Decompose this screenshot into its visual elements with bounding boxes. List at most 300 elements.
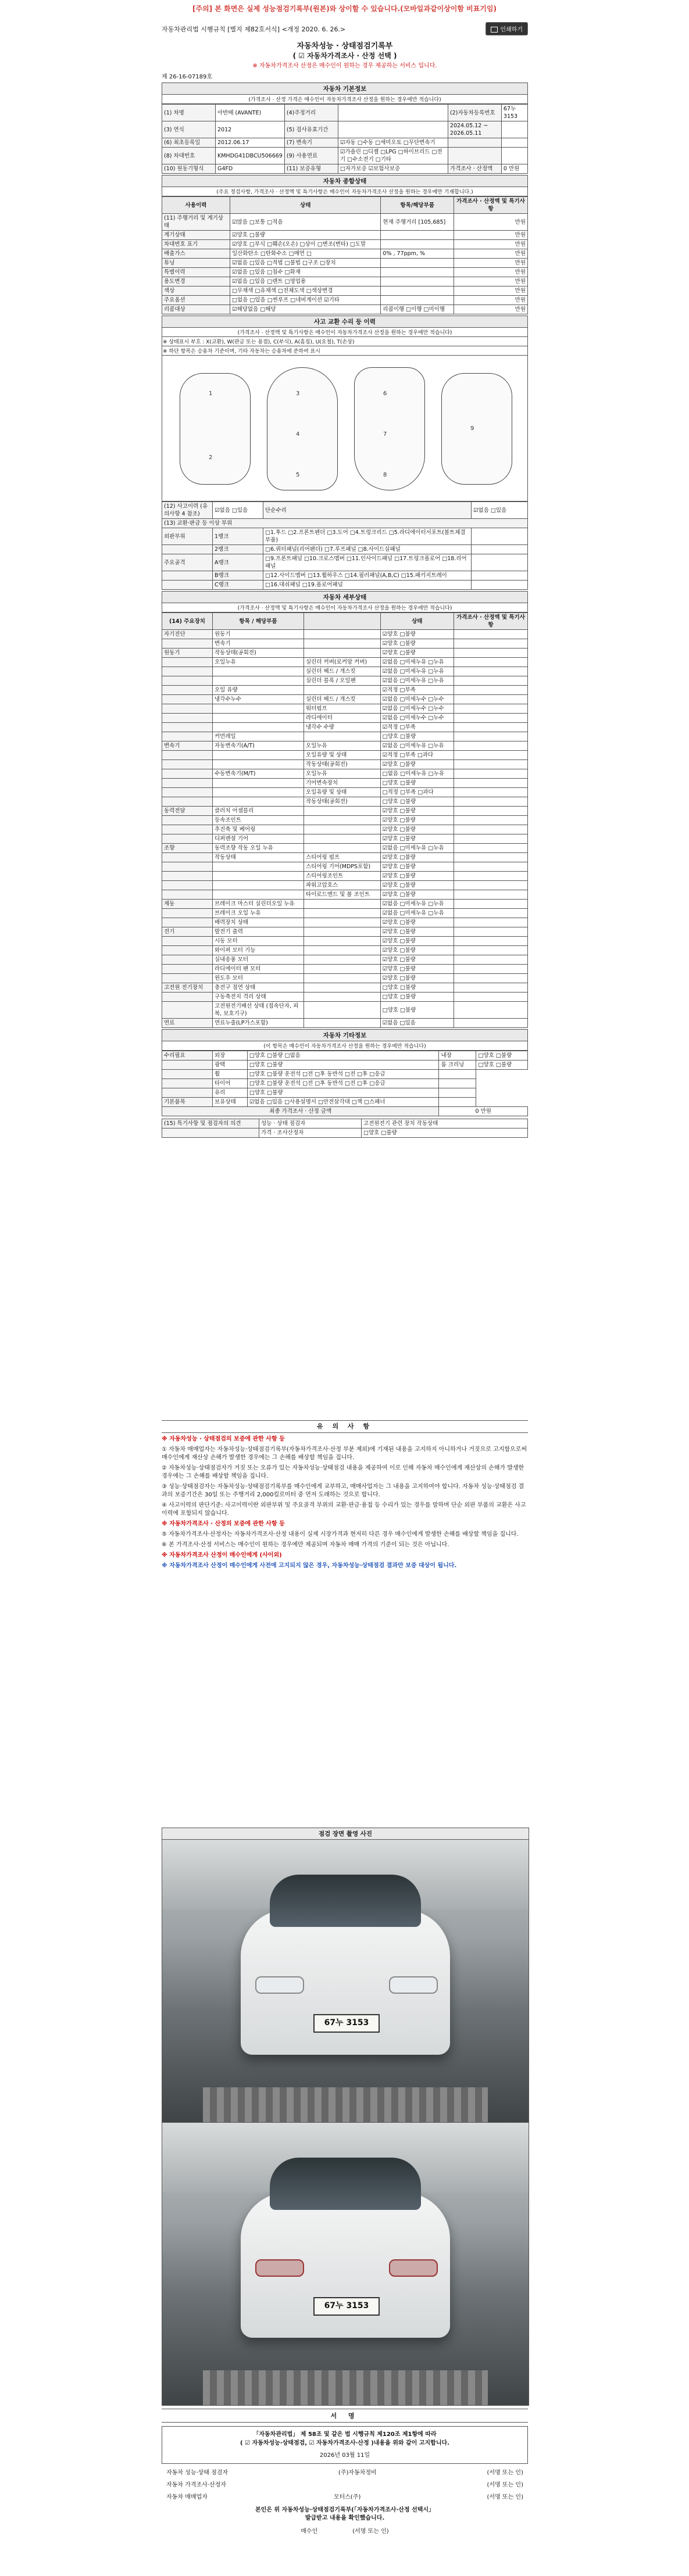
- front-photo: [162, 1840, 529, 2122]
- detail-cell: 냉각수 수량: [304, 723, 381, 732]
- detail-cell: □양호 □불량: [380, 779, 454, 788]
- summary-cell: 리콜이행 □이행 □미이행: [381, 305, 454, 314]
- detail-cell: [162, 723, 213, 732]
- other-cell: □양호 □불량: [247, 1088, 439, 1098]
- signer-sign-field[interactable]: (서명 또는 인): [487, 2482, 523, 2488]
- detail-row: [162, 714, 528, 723]
- detail-cell: 배력장치 상태: [213, 918, 304, 927]
- summary-cell: ☑양호 □불량: [230, 231, 381, 240]
- inspection-photos: [162, 1828, 529, 2406]
- detail-price-cell: [454, 676, 528, 686]
- detail-cell: [162, 853, 213, 862]
- exchange-price-cell: [472, 554, 528, 571]
- notice-heading-3: ※ 자동차가격조사 산정이 매수인에게 (사이외): [162, 1552, 282, 1559]
- summary-cell: 일산화탄소 □탄화수소 □매연 □: [230, 249, 381, 259]
- signer-row: [166, 2492, 523, 2500]
- other-row: [162, 1051, 528, 1061]
- detail-cell: ☑양호 □불량: [380, 918, 454, 927]
- signature-statement: [162, 2426, 528, 2464]
- summary-cell: (11) 주행거리 및 계기상태: [162, 214, 230, 231]
- summary-cell: 계기상태: [162, 231, 230, 240]
- car-right-side-diagram: [441, 373, 512, 485]
- detail-cell: [304, 909, 381, 918]
- detail-cell: 실린더 헤드 / 개스킷: [304, 667, 381, 676]
- detail-row: [162, 853, 528, 862]
- notice-paragraph-4: ④ 사고이력의 판단기준: 사고이력이란 외판부위 및 주요골격 부위의 교환·판금·용접 등 수리가 있는 경우를 말하며 단순 외판 부품의 교환은 사고이력에 포함되지 않습니다.: [162, 1502, 526, 1517]
- other-subheading: (이 항목은 매수인이 자동차가격조사 산정을 원하는 경우에만 적습니다): [162, 1041, 528, 1051]
- detail-cell: 시동 모터: [213, 937, 304, 946]
- detail-cell: ☑양호 □불량: [380, 927, 454, 937]
- detail-cell: 클러치 어셈블리: [213, 807, 304, 816]
- detail-price-cell: [454, 918, 528, 927]
- print-button-label: 인쇄하기: [500, 27, 523, 33]
- detail-cell: [162, 797, 213, 807]
- detail-cell: [162, 825, 213, 834]
- other-row: [162, 1088, 528, 1098]
- detail-cell: 실린더 헤드 / 개스킷: [304, 695, 381, 704]
- detail-cell: 제동: [162, 900, 213, 909]
- notice-paragraph-5: ⑤ 자동차가격조사·산정자는 자동차가격조사·산정 내용이 실제 시장가격과 현저히 다른 경우 매수인에게 발생한 손해를 배상할 책임을 집니다.: [162, 1531, 519, 1538]
- detail-cell: ☑양호 □불량: [380, 639, 454, 649]
- headlamp-left: [255, 1976, 304, 1994]
- notice-paragraph-1: ① 자동차 매매업자는 자동차성능·상태점검기록부(자동차가격조사·산정 부분 제외)에 기재된 내용을 고지하지 아니하거나 거짓으로 고지함으로써 매수인에게 재산상 손해가 발생한 경우에는 그 손해를 배상할 책임을 집니다.: [162, 1446, 527, 1461]
- detail-cell: ☑없음 □미세누유 □누유: [380, 741, 454, 751]
- basic-info-cell: 가격조사 · 산정액: [448, 164, 501, 174]
- detail-row: [162, 630, 528, 639]
- detail-row: [162, 732, 528, 741]
- summary-cell: 만원: [454, 259, 528, 268]
- basic-info-cell: (8) 차대번호: [162, 148, 216, 164]
- detail-cell: [304, 927, 381, 937]
- top-warning: [주의] 본 화면은 실제 성능점검기록부(원본)와 상이할 수 있습니다.(모바일과같이상이함 비표기임): [192, 5, 497, 13]
- summary-row: [162, 305, 528, 314]
- detail-cell: 고전원전기배선 상태 (접속단자, 피복, 보호기구): [213, 1002, 304, 1019]
- detail-price-cell: [454, 649, 528, 658]
- detail-cell: 연료: [162, 1019, 213, 1028]
- detail-cell: [162, 955, 213, 965]
- detail-cell: ☑양호 □불량: [380, 881, 454, 890]
- basic-info-cell: (2)자동차등록번호: [448, 105, 501, 121]
- detail-cell: ☑양호 □불량: [380, 807, 454, 816]
- detail-row: [162, 825, 528, 834]
- detail-cell: 작동상태: [213, 853, 304, 862]
- summary-cell: 만원: [454, 277, 528, 286]
- remarks-cell: 가격 · 조사산정자: [259, 1128, 362, 1138]
- detail-cell: [162, 890, 213, 900]
- detail-cell: [304, 630, 381, 639]
- detail-row: [162, 741, 528, 751]
- detail-cell: 자기진단: [162, 630, 213, 639]
- photos-heading: 점검 장면 촬영 사진: [162, 1828, 529, 1840]
- basic-info-row: [162, 105, 528, 121]
- summary-cell: 용도변경: [162, 277, 230, 286]
- detail-row: [162, 658, 528, 667]
- detail-cell: [213, 862, 304, 872]
- car-part-number: 3: [296, 390, 300, 397]
- exchange-cell: [162, 545, 213, 554]
- license-plate-rear: 67누 3153: [313, 2297, 380, 2316]
- summary-cell: 현재 주행거리 [105,685]: [381, 214, 454, 231]
- summary-cell: 배출가스: [162, 249, 230, 259]
- other-row: [162, 1061, 528, 1070]
- exchange-cell: □9.프론트패널 □10.크로스멤버 □11.인사이드패널 □17.트렁크플로어 □18.리어패널: [263, 554, 472, 571]
- detail-cell: [304, 686, 381, 695]
- detail-cell: [162, 732, 213, 741]
- detail-price-cell: [454, 797, 528, 807]
- other-cell: □양호 □불량: [476, 1051, 528, 1061]
- taillamp-right: [389, 2259, 438, 2277]
- exchange-price-cell: [472, 571, 528, 581]
- summary-row: [162, 249, 528, 259]
- basic-info-cell: ☑자동 □수동 □세미오토 □무단변속기: [338, 138, 448, 148]
- signer-cell: (주)자동차정비: [338, 2470, 377, 2476]
- detail-cell: 오일누유: [304, 741, 381, 751]
- detail-price-cell: [454, 639, 528, 649]
- detail-cell: 충전구 절연 상태: [213, 983, 304, 993]
- detail-cell: [304, 918, 381, 927]
- detail-price-cell: [454, 825, 528, 834]
- detail-cell: ☑양호 □불량: [380, 862, 454, 872]
- car-top-front-diagram: [267, 367, 338, 490]
- basic-info-cell: (4)주정거리: [284, 105, 338, 121]
- other-table: [162, 1051, 528, 1116]
- detail-cell: ☑없음 □미세누수 □누수: [380, 714, 454, 723]
- detail-row: [162, 993, 528, 1002]
- detail-cell: [213, 667, 304, 676]
- exchange-cell: C랭크: [213, 581, 263, 590]
- other-cell: □양호 □불량: [476, 1061, 528, 1070]
- detail-cell: [304, 993, 381, 1002]
- car-part-number: 2: [209, 454, 213, 461]
- notice-title: 유 의 사 항: [162, 1420, 528, 1433]
- detail-cell: [304, 732, 381, 741]
- detail-cell: [162, 639, 213, 649]
- detail-cell: 실린더 블록 / 오일팬: [304, 676, 381, 686]
- summary-cell: 만원: [454, 268, 528, 277]
- detail-price-cell: [454, 937, 528, 946]
- buyer-label: 매수인: [301, 2528, 318, 2535]
- other-cell: 타이어: [213, 1079, 248, 1088]
- other-cell: 보유상태: [213, 1098, 248, 1107]
- summary-cell: [381, 259, 454, 268]
- detail-cell: [213, 881, 304, 890]
- notice-heading-1: ※ 자동차성능 · 상태점검의 보증에 관한 사항 등: [162, 1436, 285, 1442]
- summary-subheading: (주요 정검사항, 가격조사 · 산정액 및 특기사항은 매수인이 자동차가격조사 산정을 원하는 경우에만 기재합니다.): [162, 187, 528, 196]
- signer-sign-field[interactable]: (서명 또는 인): [487, 2470, 523, 2476]
- detail-cell: [162, 667, 213, 676]
- exchange-cell: 주요골격: [162, 554, 213, 571]
- lift-platform: [203, 2087, 488, 2122]
- detail-cell: □양호 □불량: [380, 983, 454, 993]
- notice-heading-2: ※ 자동차가격조사 · 산정의 보증에 관한 사항 등: [162, 1521, 285, 1527]
- detail-cell: [162, 816, 213, 825]
- summary-cell: □무채색 □유채색 □전체도색 □색상변경: [230, 286, 381, 296]
- remarks-cell: (15) 특기사항 및 점검자의 의견: [162, 1119, 259, 1128]
- detail-price-cell: [454, 695, 528, 704]
- summary-cell: 차대번호 표기: [162, 240, 230, 249]
- detail-cell: ☑양호 □불량: [380, 955, 454, 965]
- detail-row: [162, 816, 528, 825]
- summary-cell: 만원: [454, 305, 528, 314]
- other-cell: ☑없음 □있음 □사용설명서 □안전삼각대 □잭 □스패너: [247, 1098, 439, 1107]
- summary-col-header: 사용이력: [162, 197, 230, 214]
- basic-info-cell: (3) 연식: [162, 121, 216, 138]
- other-cell: [162, 1088, 213, 1098]
- detail-cell: [162, 788, 213, 797]
- summary-row: [162, 214, 528, 231]
- summary-cell: ☑없음 □있음 □적법 □불법 □구조 □장치: [230, 259, 381, 268]
- detail-cell: 작동상태(공회전): [304, 760, 381, 769]
- detail-cell: [162, 1002, 213, 1019]
- detail-cell: [162, 779, 213, 788]
- inspection-document: [162, 34, 528, 1138]
- detail-price-cell: [454, 816, 528, 825]
- summary-cell: [381, 296, 454, 305]
- summary-cell: ☑해당없음 □해당: [230, 305, 381, 314]
- other-cell: [162, 1061, 213, 1070]
- exchange-cell: 1랭크: [213, 528, 263, 545]
- summary-cell: 0% , 77ppm, %: [381, 249, 454, 259]
- detail-cell: 실린더 커버(로커암 커버): [304, 658, 381, 667]
- basic-info-cell: [338, 105, 448, 121]
- detail-heading: 자동차 세부상태: [162, 591, 528, 603]
- other-cell: 내장: [439, 1051, 476, 1061]
- form-legal-reference: 자동차관리법 시행규칙 [별지 제82호서식] <개정 2020. 6. 26.>: [162, 25, 346, 33]
- signer-cell: 자동차 매매업자: [166, 2494, 208, 2500]
- other-cell: 유리: [213, 1088, 248, 1098]
- detail-price-cell: [454, 881, 528, 890]
- detail-cell: ☑적정 □부족: [380, 686, 454, 695]
- detail-cell: [304, 974, 381, 983]
- exchange-row: [162, 571, 528, 581]
- detail-cell: 워터펌프: [304, 704, 381, 714]
- summary-cell: 주요옵션: [162, 296, 230, 305]
- basic-info-cell: (11) 보증유형: [284, 164, 338, 174]
- detail-cell: ☑없음 □미세누유 □누유: [380, 900, 454, 909]
- remarks-row: [162, 1128, 528, 1138]
- detail-row: [162, 779, 528, 788]
- summary-cell: 튜닝: [162, 259, 230, 268]
- basic-info-cell: (10) 원동기형식: [162, 164, 216, 174]
- other-cell: 룸 크리닝: [439, 1061, 476, 1070]
- detail-cell: [213, 779, 304, 788]
- detail-cell: ☑양호 □불량: [380, 649, 454, 658]
- exchange-head: (13) 교환·판금 등 이상 부위: [162, 519, 528, 528]
- other-cell: □양호 □불량: [247, 1061, 439, 1070]
- document-subtitle-selection: ( ☑ 자동차가격조사 · 산정 선택 ): [292, 52, 397, 60]
- final-price-label: 최종 가격조사 · 산정 금액: [162, 1107, 439, 1116]
- summary-cell: 특별이력: [162, 268, 230, 277]
- detail-cell: [162, 714, 213, 723]
- detail-cell: [213, 714, 304, 723]
- signer-sign-field[interactable]: (서명 또는 인): [487, 2494, 523, 2500]
- detail-cell: 냉각수누수: [213, 695, 304, 704]
- detail-cell: 브레이크 오일 누유: [213, 909, 304, 918]
- detail-price-cell: [454, 844, 528, 853]
- detail-row: [162, 760, 528, 769]
- exchange-row: [162, 545, 528, 554]
- detail-col-header: 상태: [380, 613, 454, 630]
- detail-row: [162, 639, 528, 649]
- detail-cell: 스티어링 기어(MDPS포함): [304, 862, 381, 872]
- detail-price-cell: [454, 667, 528, 676]
- basic-info-row: [162, 148, 528, 164]
- detail-cell: [162, 658, 213, 667]
- car-top-rear-diagram: [354, 367, 425, 490]
- detail-cell: [213, 723, 304, 732]
- detail-cell: ☑양호 □불량: [380, 760, 454, 769]
- detail-row: [162, 807, 528, 816]
- summary-cell: ☑많음 □보통 □적음: [230, 214, 381, 231]
- detail-cell: ☑양호 □불량: [380, 853, 454, 862]
- detail-row: [162, 909, 528, 918]
- detail-cell: 전기: [162, 927, 213, 937]
- detail-cell: ☑없음 □미세누유 □누유: [380, 909, 454, 918]
- detail-cell: ☑양호 □불량: [380, 630, 454, 639]
- accident-table: [162, 501, 528, 590]
- other-row: [162, 1098, 528, 1107]
- detail-cell: ☑없음 □미세누수 □누수: [380, 704, 454, 714]
- basic-info-cell: (9) 사용연료: [284, 148, 338, 164]
- detail-cell: [304, 1002, 381, 1019]
- detail-price-cell: [454, 686, 528, 695]
- exchange-price-cell: [472, 545, 528, 554]
- detail-row: [162, 900, 528, 909]
- basic-info-cell: [448, 138, 501, 148]
- detail-cell: [213, 890, 304, 900]
- detail-price-cell: [454, 909, 528, 918]
- detail-cell: [162, 751, 213, 760]
- detail-price-cell: [454, 834, 528, 844]
- headlamp-right: [389, 1976, 438, 1994]
- basic-info-cell: KMHDG41DBCU506669: [216, 148, 285, 164]
- detail-price-cell: [454, 974, 528, 983]
- detail-cell: 작동상태(공회전): [213, 649, 304, 658]
- detail-table: [162, 612, 528, 1028]
- detail-cell: ☑양호 □불량: [380, 937, 454, 946]
- exchange-cell: A랭크: [213, 554, 263, 571]
- accident-heading: 사고 교환 수리 등 이력: [162, 316, 528, 328]
- detail-price-cell: [454, 807, 528, 816]
- summary-cell: [381, 268, 454, 277]
- summary-row: [162, 259, 528, 268]
- car-part-number: 9: [470, 425, 474, 432]
- detail-cell: □양호 □불량: [380, 797, 454, 807]
- detail-price-cell: [454, 751, 528, 760]
- signer-cell: 자동차 가격조사·산정자: [166, 2482, 226, 2488]
- detail-cell: [213, 797, 304, 807]
- basic-info-cell: [338, 121, 448, 138]
- summary-cell: 만원: [454, 231, 528, 240]
- detail-row: [162, 862, 528, 872]
- summary-cell: [381, 277, 454, 286]
- detail-price-cell: [454, 946, 528, 955]
- document-notice: ※ 자동차가격조사 산정은 매수인이 원하는 경우 제공하는 서비스 입니다.: [252, 63, 437, 69]
- detail-row: [162, 695, 528, 704]
- detail-cell: 변속기: [162, 741, 213, 751]
- summary-cell: [381, 240, 454, 249]
- detail-cell: □없음 □미세누유 □누유: [380, 769, 454, 779]
- detail-price-cell: [454, 704, 528, 714]
- summary-cell: 만원: [454, 214, 528, 231]
- car-part-number: 6: [383, 390, 387, 397]
- signature-date: 2026년 03월 11일: [319, 2452, 370, 2459]
- exchange-cell: 2랭크: [213, 545, 263, 554]
- summary-cell: 만원: [454, 249, 528, 259]
- exchange-row: [162, 554, 528, 571]
- detail-row: [162, 955, 528, 965]
- summary-row: [162, 240, 528, 249]
- detail-cell: [304, 983, 381, 993]
- exchange-cell: □16.대쉬패널 □19.플로어패널: [263, 581, 472, 590]
- detail-row: [162, 918, 528, 927]
- detail-price-cell: [454, 993, 528, 1002]
- detail-col-header: (14) 주요장치: [162, 613, 213, 630]
- detail-price-cell: [454, 890, 528, 900]
- detail-price-cell: [454, 872, 528, 881]
- detail-row: [162, 983, 528, 993]
- detail-cell: [304, 946, 381, 955]
- buyer-sign-row: [166, 2526, 523, 2535]
- detail-cell: [304, 965, 381, 974]
- other-cell: □양호 □불량 운전석 □전 □후 동반석 □전 □후 □응급: [247, 1079, 439, 1088]
- other-row: [162, 1070, 528, 1079]
- detail-subheading: (가격조사 · 산정액 및 특기사항은 매수인이 자동차가격조사 산정을 원하는 경우에만 적습니다): [162, 603, 528, 612]
- detail-row: [162, 834, 528, 844]
- detail-cell: 원동기: [162, 649, 213, 658]
- detail-cell: 오일유량 및 상태: [304, 788, 381, 797]
- detail-cell: 실내송풍 모터: [213, 955, 304, 965]
- other-heading: 자동차 기타정보: [162, 1029, 528, 1041]
- detail-cell: [304, 900, 381, 909]
- detail-cell: 원동기: [213, 630, 304, 639]
- summary-row: [162, 268, 528, 277]
- printer-icon: [491, 27, 498, 33]
- exchange-cell: 외판부위: [162, 528, 213, 545]
- detail-price-cell: [454, 714, 528, 723]
- exchange-price-cell: [472, 581, 528, 590]
- detail-cell: [162, 686, 213, 695]
- detail-cell: □양호 □불량: [380, 732, 454, 741]
- exchange-row: [162, 528, 528, 545]
- detail-cell: 연료누출(LP가스포함): [213, 1019, 304, 1028]
- detail-cell: ☑양호 □불량: [380, 834, 454, 844]
- detail-cell: [162, 676, 213, 686]
- remarks-cell: 성능 · 상태 점검자: [259, 1119, 362, 1128]
- summary-cell: [381, 231, 454, 240]
- car-part-number: 7: [383, 431, 387, 438]
- detail-cell: ☑없음 □미세누유 □누유: [380, 844, 454, 853]
- detail-row: [162, 937, 528, 946]
- detail-row: [162, 890, 528, 900]
- accident-note-symbols: ※ 상태표시 부호 : X(교환), W(판금 또는 용접), C(부식), A(흠집), U(요철), T(손상): [162, 337, 528, 346]
- detail-row: [162, 704, 528, 714]
- basic-info-cell: [501, 148, 527, 164]
- detail-row: [162, 965, 528, 974]
- buyer-sign-field[interactable]: (서명 또는 인): [352, 2528, 389, 2535]
- basic-info-cell: [501, 121, 527, 138]
- detail-cell: 라디에이터 팬 모터: [213, 965, 304, 974]
- detail-cell: [213, 704, 304, 714]
- detail-cell: 오일유량 및 상태: [304, 751, 381, 760]
- detail-cell: [213, 788, 304, 797]
- detail-row: [162, 797, 528, 807]
- exchange-cell: □1.후드 □2.프론트펜더 □3.도어 □4.트렁크리드 □5.라디에이터서포트(볼트체결부품): [263, 528, 472, 545]
- detail-price-cell: [454, 760, 528, 769]
- summary-cell: 색상: [162, 286, 230, 296]
- detail-cell: [304, 649, 381, 658]
- detail-cell: [304, 807, 381, 816]
